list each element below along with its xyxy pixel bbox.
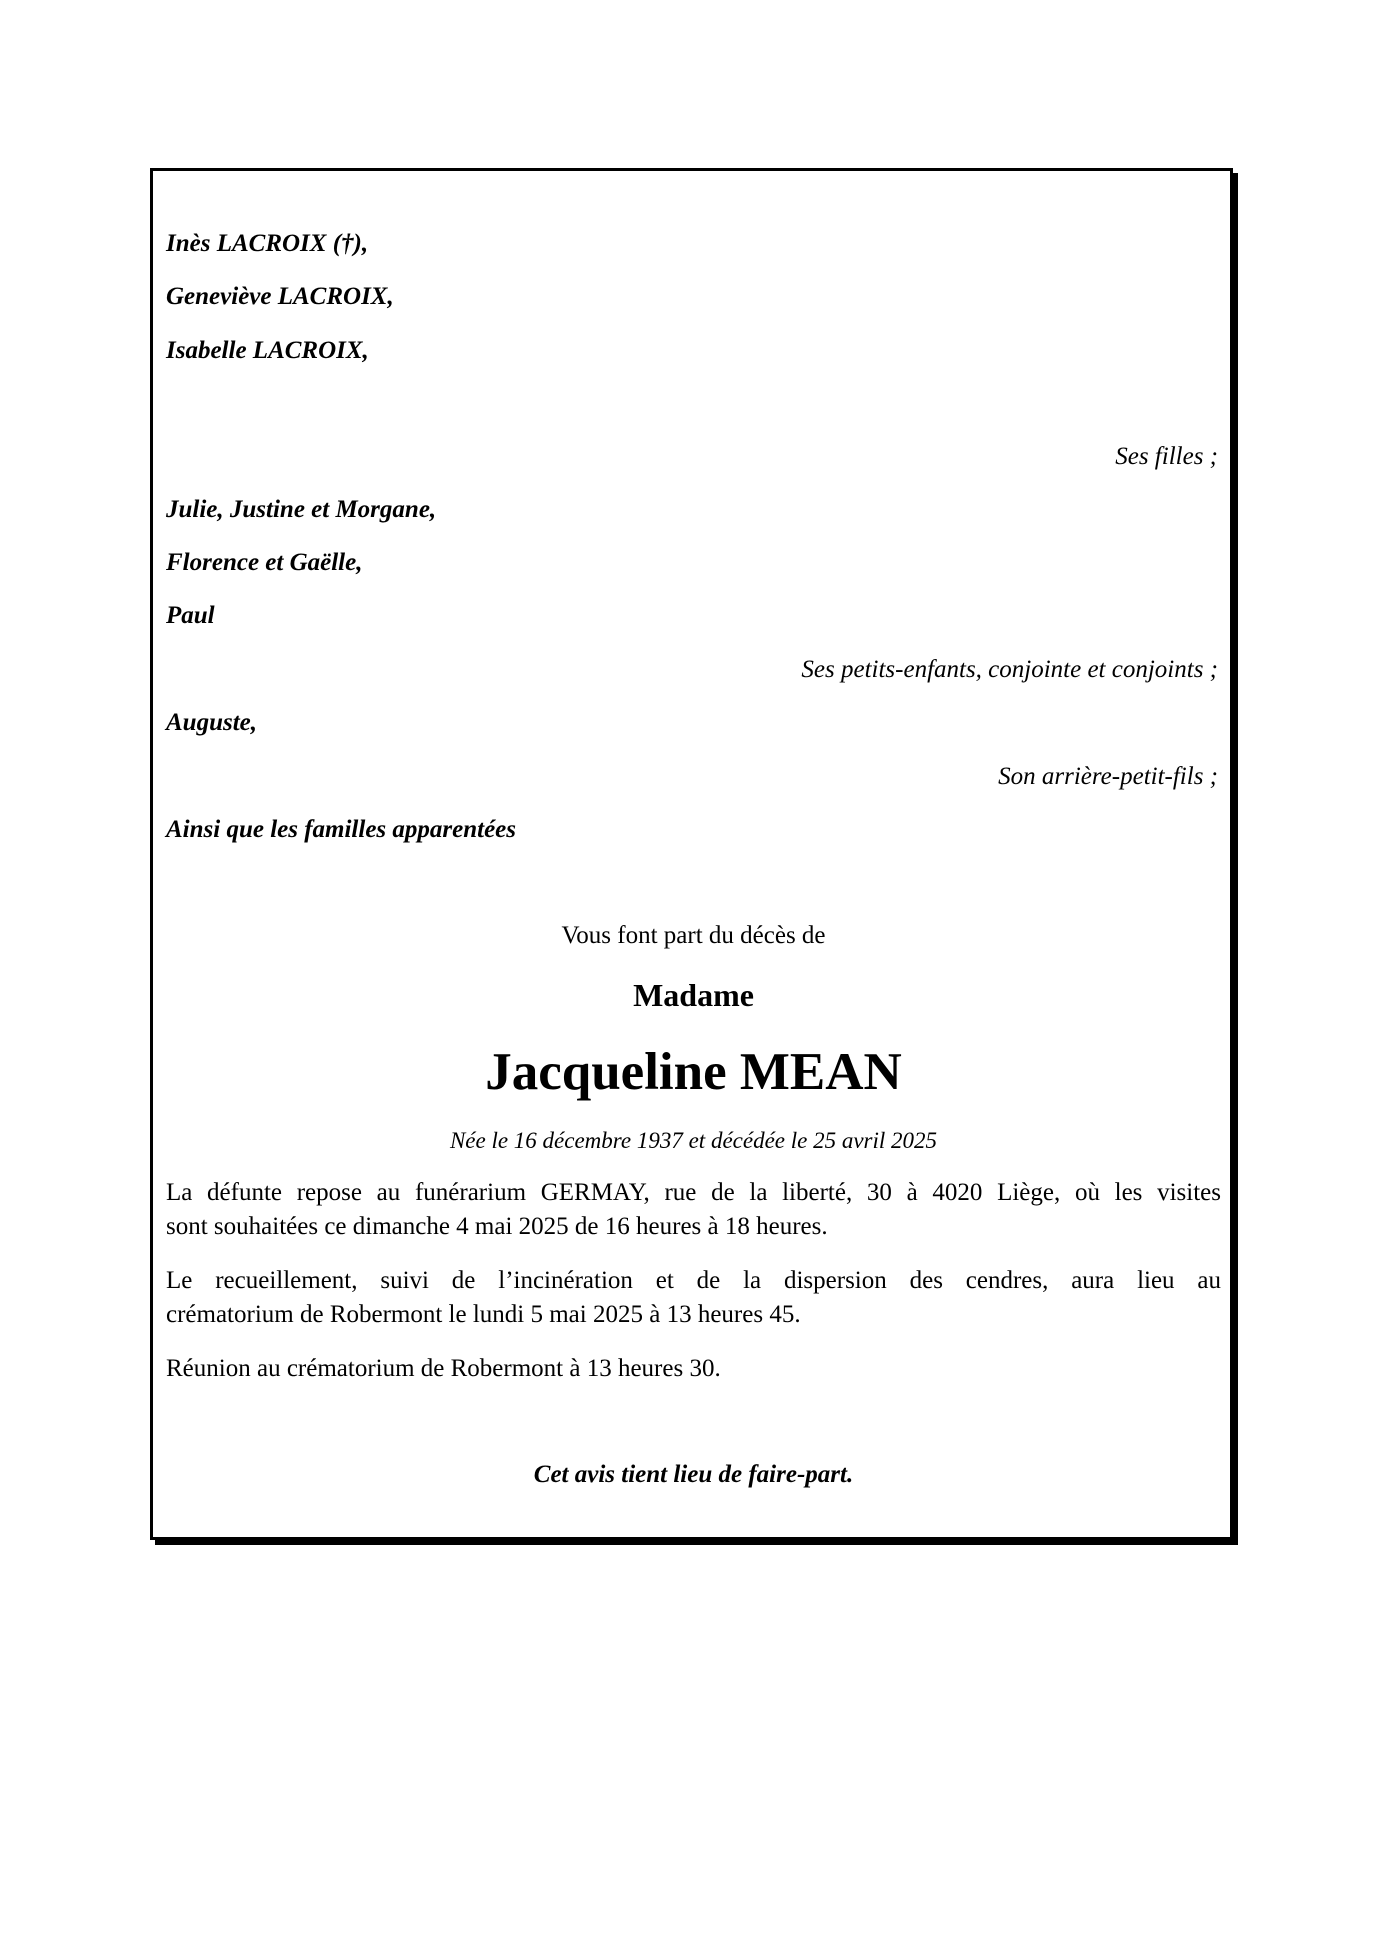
faire-part-note: Cet avis tient lieu de faire-part. [533,1461,854,1488]
great-grandchild-name: Auguste, [166,709,258,736]
visitation-paragraph-line: sont souhaitées ce dimanche 4 mai 2025 de 16 heures à 18 heures. [166,1213,828,1240]
notice-frame [150,168,1233,1540]
daughter-name: Isabelle LACROIX, [166,337,369,364]
grandchildren-caption: Ses petits-enfants, conjointe et conjoints ; [801,656,1218,683]
visitation-paragraph-line: La défunte repose au funérarium GERMAY, rue de la liberté, 30 à 4020 Liège, où les visites [166,1179,1221,1206]
deceased-name: Jacqueline MEAN [485,1043,902,1101]
great-grandchild-caption: Son arrière-petit-fils ; [998,763,1218,790]
grandchildren-names: Paul [166,602,215,629]
daughters-caption: Ses filles ; [1115,443,1218,470]
honorific: Madame [633,977,754,1013]
daughter-name: Geneviève LACROIX, [166,283,394,310]
grandchildren-names: Florence et Gaëlle, [166,549,363,576]
extended-family-line: Ainsi que les familles apparentées [166,816,516,843]
gathering-line: Réunion au crématorium de Robermont à 13 heures 30. [166,1355,721,1382]
grandchildren-names: Julie, Justine et Morgane, [166,496,437,523]
ceremony-paragraph-line: crématorium de Robermont le lundi 5 mai 2025 à 13 heures 45. [166,1301,801,1328]
daughter-name: Inès LACROIX (†), [166,230,369,257]
ceremony-paragraph-line: Le recueillement, suivi de l’incinération et de la dispersion des cendres, aura lieu au [166,1267,1221,1294]
birth-death-dates: Née le 16 décembre 1937 et décédée le 25 avril 2025 [449,1128,938,1153]
announcement-intro: Vous font part du décès de [561,922,826,949]
